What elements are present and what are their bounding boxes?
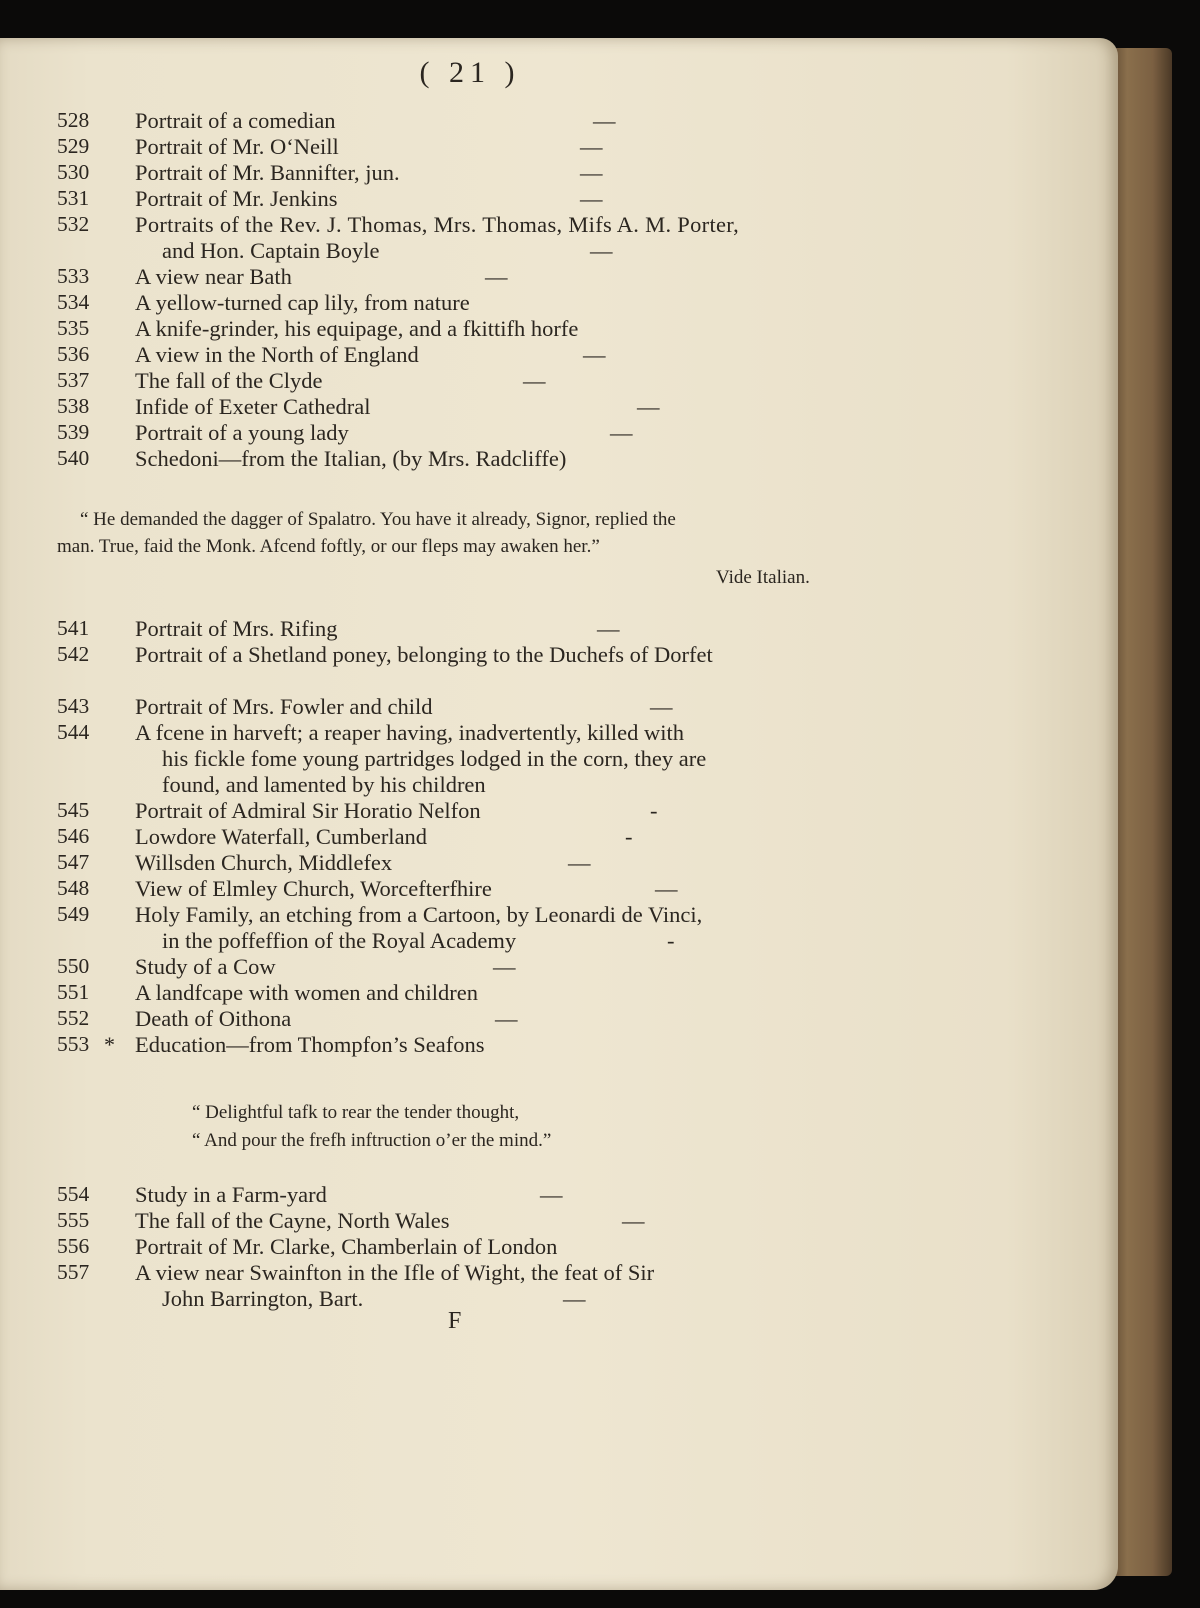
entry-number: 544	[57, 720, 90, 744]
entry-title: Lowdore Waterfall, Cumberland	[135, 824, 428, 849]
entry-dash: -	[625, 824, 633, 849]
entry-title: his fickle fome young partridges lodged in the corn, they are	[162, 746, 707, 771]
entry-title: in the poffeffion of the Royal Academy	[162, 928, 517, 953]
entry-title: Education—from Thompfon’s Seafons	[135, 1032, 485, 1057]
entry-title: Portrait of a Shetland poney, belonging to the Duchefs of Dorfet	[135, 642, 713, 667]
entry-dash: —	[495, 1006, 518, 1031]
entry-number: 555	[57, 1208, 90, 1232]
entry-number: 556	[57, 1234, 90, 1258]
page-number: ( 21 )	[419, 56, 521, 89]
entry-title: A fcene in harveft; a reaper having, inadvertently, killed with	[135, 720, 684, 745]
entry-dash: -	[667, 928, 675, 953]
entry-title: Portraits of the Rev. J. Thomas, Mrs. Thomas, Mifs A. M. Porter,	[135, 212, 740, 237]
entry-dash: —	[637, 394, 660, 419]
entry-title: Holy Family, an etching from a Cartoon, by Leonardi de Vinci,	[135, 902, 703, 927]
entry-dash: —	[650, 694, 673, 719]
entry-number: 540	[57, 446, 90, 470]
entry-dash: —	[485, 264, 508, 289]
entry-title: found, and lamented by his children	[162, 772, 486, 797]
signature-mark: F	[448, 1308, 462, 1334]
entry-dash: —	[568, 850, 591, 875]
entry-number: 536	[57, 342, 90, 366]
entry-title: Portrait of a young lady	[135, 420, 349, 445]
entry-number: 541	[57, 616, 90, 640]
entry-dash: —	[597, 616, 620, 641]
entry-title: Willsden Church, Middlefex	[135, 850, 393, 875]
entry-title: Portrait of Mr. Jenkins	[135, 186, 338, 211]
entry-number: 530	[57, 160, 90, 184]
entry-number: 529	[57, 134, 90, 158]
entry-title: Portrait of Mr. O‘Neill	[135, 134, 339, 159]
catalogue-page	[0, 38, 1118, 1590]
entry-asterisk: *	[104, 1032, 115, 1057]
quotation-line: man. True, faid the Monk. Afcend foftly, or our fleps may awaken her.”	[57, 536, 600, 557]
entry-title: The fall of the Clyde	[135, 368, 323, 393]
entry-dash: —	[523, 368, 546, 393]
quotation-line: “ Delightful tafk to rear the tender thought,	[192, 1102, 520, 1123]
entry-title: A view in the North of England	[135, 342, 419, 367]
entry-number: 557	[57, 1260, 90, 1284]
entry-number: 551	[57, 980, 90, 1004]
quotation-line: “ He demanded the dagger of Spalatro. You have it already, Signor, replied the	[80, 509, 676, 530]
entry-dash: —	[655, 876, 678, 901]
entry-title: View of Elmley Church, Worcefterfhire	[135, 876, 492, 901]
entry-dash: —	[563, 1286, 586, 1311]
entry-dash: —	[590, 238, 613, 263]
entry-number: 532	[57, 212, 90, 236]
entry-dash: —	[540, 1182, 563, 1207]
entry-number: 550	[57, 954, 90, 978]
entry-dash: —	[593, 108, 616, 133]
entry-number: 538	[57, 394, 90, 418]
entry-title: Portrait of a comedian	[135, 108, 336, 133]
entry-title: Infide of Exeter Cathedral	[135, 394, 371, 419]
entry-number: 547	[57, 850, 90, 874]
entry-number: 533	[57, 264, 90, 288]
entry-title: Portrait of Admiral Sir Horatio Nelfon	[135, 798, 481, 823]
entry-title: Schedoni—from the Italian, (by Mrs. Radcliffe)	[135, 446, 567, 471]
entry-title: A yellow-turned cap lily, from nature	[135, 290, 470, 315]
entry-title: John Barrington, Bart.	[162, 1286, 364, 1311]
entry-title: A knife-grinder, his equipage, and a fkittifh horfe	[135, 316, 579, 341]
entry-number: 535	[57, 316, 90, 340]
entry-number: 537	[57, 368, 90, 392]
entry-title: Death of Oithona	[135, 1006, 292, 1031]
entry-title: Portrait of Mr. Clarke, Chamberlain of London	[135, 1234, 558, 1259]
entry-number: 531	[57, 186, 90, 210]
entry-number: 539	[57, 420, 90, 444]
entry-dash: —	[493, 954, 516, 979]
entry-title: A view near Swainfton in the Ifle of Wight, the feat of Sir	[135, 1260, 655, 1285]
entry-number: 546	[57, 824, 90, 848]
entry-number: 528	[57, 108, 90, 132]
entry-dash: —	[583, 342, 606, 367]
entry-title: A landfcape with women and children	[135, 980, 479, 1005]
entry-dash: —	[610, 420, 633, 445]
entry-dash: —	[580, 160, 603, 185]
entry-dash: -	[650, 798, 658, 823]
entry-number: 553	[57, 1032, 90, 1056]
quotation-line: “ And pour the frefh inftruction o’er the mind.”	[192, 1130, 552, 1151]
entry-title: Portrait of Mr. Bannifter, jun.	[135, 160, 400, 185]
entry-title: The fall of the Cayne, North Wales	[135, 1208, 450, 1233]
entry-title: and Hon. Captain Boyle	[162, 238, 380, 263]
entry-number: 542	[57, 642, 90, 666]
entry-title: Portrait of Mrs. Fowler and child	[135, 694, 433, 719]
entry-number: 545	[57, 798, 90, 822]
entry-number: 554	[57, 1182, 90, 1206]
quotation-source: Vide Italian.	[716, 567, 810, 588]
entry-dash: —	[622, 1208, 645, 1233]
entry-dash: —	[580, 186, 603, 211]
entry-dash: —	[580, 134, 603, 159]
entry-number: 543	[57, 694, 90, 718]
entry-number: 534	[57, 290, 90, 314]
entry-title: A view near Bath	[135, 264, 292, 289]
entry-number: 552	[57, 1006, 90, 1030]
entry-title: Portrait of Mrs. Rifing	[135, 616, 338, 641]
entry-number: 548	[57, 876, 90, 900]
entry-number: 549	[57, 902, 90, 926]
entry-title: Study of a Cow	[135, 954, 276, 979]
entry-title: Study in a Farm-yard	[135, 1182, 327, 1207]
